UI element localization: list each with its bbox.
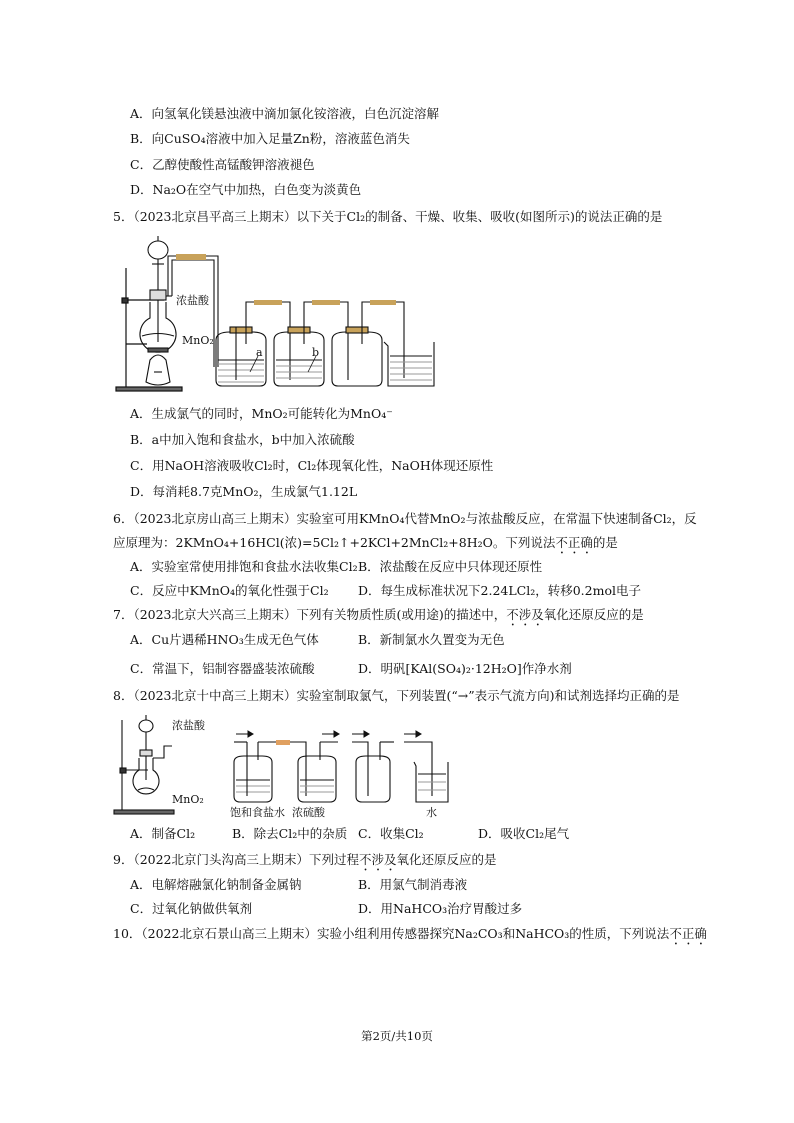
q5-label-acid: 浓盐酸 — [176, 294, 209, 307]
q7-emphasis: 不涉及 — [506, 607, 544, 622]
q4-option-a: A．向氢氧化镁悬浊液中滴加氯化铵溶液，白色沉淀溶解 — [130, 106, 440, 121]
q6-option-d: D．每生成标准状况下2.24LCl₂，转移0.2mol电子 — [358, 583, 641, 598]
q9-option-a: A．电解熔融氯化钠制备金属钠 — [130, 877, 302, 892]
q8-figure-a — [114, 715, 174, 814]
q8-apparatus-figure — [112, 712, 472, 820]
q5-label-b: b — [312, 346, 320, 359]
q8-option-d: D．吸收Cl₂尾气 — [478, 826, 570, 841]
q7-option-d: D．明矾[KAl(SO₄)₂·12H₂O]作净水剂 — [358, 661, 572, 676]
q9-option-d: D．用NaHCO₃治疗胃酸过多 — [358, 901, 523, 916]
q6-stem-line2: 应原理为：2KMnO₄+16HCl(浓)=5Cl₂↑+2KCl+2MnCl₂+8H₂O。下列说法不正确的是 — [113, 535, 618, 550]
q8-figure-c — [352, 742, 394, 802]
q5-option-c: C．用NaOH溶液吸收Cl₂时，Cl₂体现氧化性，NaOH体现还原性 — [130, 458, 494, 473]
q4-option-c: C．乙醇使酸性高锰酸钾溶液褪色 — [130, 157, 315, 172]
q10-emphasis: 不正确 — [669, 926, 707, 941]
q9-option-b: B．用氯气制消毒液 — [358, 877, 468, 892]
q8-option-b: B．除去Cl₂中的杂质 — [232, 826, 348, 841]
q8-flow-arrows — [236, 731, 421, 737]
q6-option-c: C．反应中KMnO₄的氧化性强于Cl₂ — [130, 583, 329, 598]
q8-label-h2so4: 浓硫酸 — [292, 806, 325, 819]
q7-option-a: A．Cu片遇稀HNO₃生成无色气体 — [130, 632, 319, 647]
q8-option-a: A．制备Cl₂ — [130, 826, 196, 841]
q5-stem: 5．（2023北京昌平高三上期末）以下关于Cl₂的制备、干燥、收集、吸收(如图所示)的说法正确的是 — [113, 209, 663, 224]
gas-bottle-a — [216, 300, 290, 386]
q4-option-b: B．向CuSO₄溶液中加入足量Zn粉，溶液蓝色消失 — [130, 131, 410, 146]
q5-option-d: D．每消耗8.7克MnO₂，生成氯气1.12L — [130, 484, 358, 499]
q10-stem: 10．（2022北京石景山高三上期末）实验小组利用传感器探究Na₂CO₃和NaHCO₃的性质，下列说法不正确 — [113, 926, 707, 941]
q8-option-c: C．收集Cl₂ — [358, 826, 424, 841]
q8-label-mno2: MnO₂ — [172, 793, 204, 806]
dropping-funnel — [148, 236, 168, 342]
page-footer: 第2页/共10页 — [361, 1029, 433, 1043]
q5-apparatus-figure — [112, 232, 532, 400]
beaker — [384, 342, 434, 386]
q5-label-a: a — [256, 346, 263, 359]
q6-option-a: A．实验室常使用排饱和食盐水法收集Cl₂ — [130, 559, 358, 574]
gas-bottle-c — [332, 300, 404, 386]
q8-label-acid: 浓盐酸 — [172, 719, 205, 732]
q7-stem: 7．（2023北京大兴高三上期末）下列有关物质性质(或用途)的描述中，不涉及氧化还原反应的是 — [113, 607, 644, 622]
q5-option-a: A．生成氯气的同时，MnO₂可能转化为MnO₄⁻ — [130, 406, 393, 421]
q8-figure-d — [404, 742, 448, 802]
q6-option-b: B．浓盐酸在反应中只体现还原性 — [358, 559, 543, 574]
q8-stem: 8．（2023北京十中高三上期末）实验室制取氯气，下列装置(“→”表示气流方向)和试剂选择均正确的是 — [113, 688, 680, 703]
q7-option-b: B．新制氯水久置变为无色 — [358, 632, 505, 647]
q8-figure-b — [234, 740, 338, 802]
q6-stem-line1: 6．（2023北京房山高三上期末）实验室可用KMnO₄代替MnO₂与浓盐酸反应，在常温下快速制备Cl₂，反 — [113, 511, 697, 526]
q8-label-water: 水 — [426, 806, 437, 819]
q9-stem: 9．（2022北京门头沟高三上期末）下列过程不涉及氧化还原反应的是 — [113, 852, 497, 867]
q8-label-brine: 饱和食盐水 — [230, 806, 285, 819]
q5-option-b: B．a中加入饱和食盐水，b中加入浓硫酸 — [130, 432, 355, 447]
q9-emphasis: 不涉及 — [359, 852, 397, 867]
q9-option-c: C．过氧化钠做供氧剂 — [130, 901, 253, 916]
q4-option-d: D．Na₂O在空气中加热，白色变为淡黄色 — [130, 182, 362, 197]
q5-label-mno2: MnO₂ — [182, 334, 214, 347]
gas-bottle-b — [274, 300, 348, 386]
q6-emphasis: 不正确 — [555, 535, 593, 550]
q7-option-c: C．常温下，铝制容器盛装浓硫酸 — [130, 661, 315, 676]
alcohol-lamp — [146, 348, 170, 385]
